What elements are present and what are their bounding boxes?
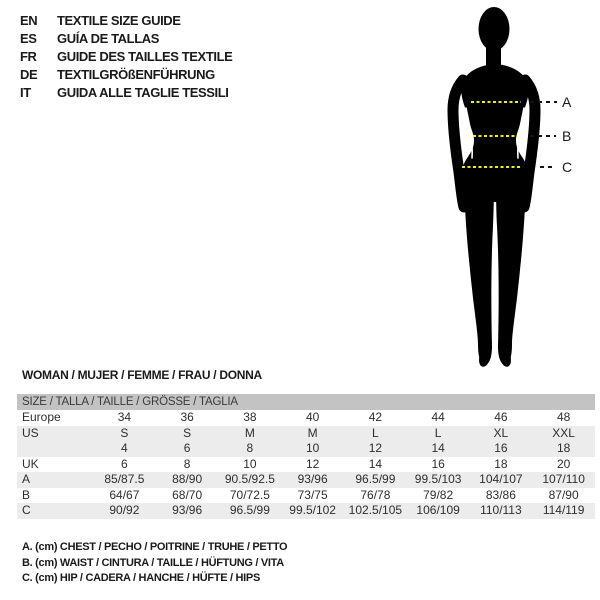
- language-title: GUIDA ALLE TAGLIE TESSILI: [57, 85, 229, 100]
- language-list: [20, 12, 232, 102]
- table-row: [17, 503, 595, 519]
- language-row: [20, 30, 232, 48]
- language-code: EN: [20, 13, 38, 28]
- marker-label-a: A: [562, 94, 572, 110]
- size-cell: 64/67: [109, 487, 140, 502]
- size-table-header: SIZE / TALLA / TAILLE / GRÖSSE / TAGLIA: [17, 394, 595, 410]
- legend-line-waist: B. (cm) WAIST / CINTURA / TAILLE / HÜFTUNG / VITA: [22, 556, 284, 569]
- language-row: [20, 66, 232, 84]
- language-code: IT: [20, 85, 31, 100]
- left-arm: [453, 80, 464, 207]
- size-cell: L: [372, 425, 379, 440]
- size-cell: XXL: [552, 425, 575, 440]
- size-cell: 68/70: [172, 487, 203, 502]
- size-cell: 96.5/99: [355, 472, 396, 486]
- row-label: B: [22, 487, 31, 502]
- size-cell: 14: [431, 441, 445, 455]
- size-cell: 99.5/102: [289, 503, 336, 517]
- size-cell: 14: [368, 456, 383, 471]
- size-cell: 76/78: [360, 487, 391, 502]
- size-cell: 90.5/92.5: [224, 472, 275, 486]
- size-cell: 107/110: [542, 472, 585, 486]
- woman-figure: [431, 6, 555, 368]
- size-cell: 88/90: [172, 472, 203, 486]
- language-row: [20, 84, 232, 102]
- size-cell: 42: [368, 410, 383, 424]
- measurement-legend: [22, 540, 287, 587]
- size-cell: 73/75: [297, 487, 328, 502]
- waist-pointer-dash: [530, 135, 556, 137]
- size-cell: 6: [183, 441, 191, 455]
- table-row: [17, 457, 595, 473]
- size-cell: M: [307, 425, 318, 440]
- size-cell: 8: [246, 441, 254, 455]
- legend-line-chest: A. (cm) CHEST / PECHO / POITRINE / TRUHE / PETTO: [22, 541, 288, 553]
- chest-measure-dash: [471, 101, 521, 103]
- size-cell: 85/87.5: [104, 472, 145, 486]
- size-cell: 34: [117, 410, 132, 424]
- size-cell: 104/107: [479, 472, 523, 486]
- row-label: [17, 441, 93, 457]
- size-table-body: [17, 410, 595, 519]
- language-title: GUIDE DES TAILLES TEXTILE: [57, 49, 233, 64]
- hip-pointer-dash: [540, 166, 556, 168]
- table-row: [17, 410, 595, 426]
- table-row: [17, 488, 595, 504]
- size-cell: 114/119: [542, 503, 585, 517]
- marker-label-b: B: [562, 128, 572, 144]
- size-cell: 8: [183, 456, 191, 471]
- size-cell: 90/92: [109, 503, 140, 517]
- size-cell: 10: [243, 456, 257, 471]
- neck: [486, 42, 501, 68]
- table-title: WOMAN / MUJER / FEMME / FRAU / DONNA: [22, 368, 262, 382]
- size-cell: 46: [494, 410, 508, 424]
- language-code: ES: [20, 31, 37, 46]
- size-cell: 12: [305, 456, 320, 471]
- chest-pointer-dash: [530, 101, 557, 103]
- size-cell: 93/96: [297, 472, 328, 486]
- size-cell: 16: [431, 456, 445, 471]
- language-row: [20, 12, 232, 30]
- row-label: A: [22, 472, 31, 486]
- size-table: [17, 394, 595, 519]
- size-cell: 48: [556, 410, 571, 424]
- legend-line-hip: C. (cm) HIP / CADERA / HANCHE / HÜFTE / HIPS: [22, 572, 260, 584]
- size-cell: 18: [494, 456, 508, 471]
- language-title: TEXTILE SIZE GUIDE: [57, 13, 181, 28]
- size-cell: 79/82: [423, 487, 454, 502]
- size-cell: 36: [180, 410, 194, 424]
- size-cell: 102.5/105: [348, 503, 403, 517]
- language-title: GUÍA DE TALLAS: [57, 31, 160, 46]
- waist-measure-dash: [473, 135, 517, 137]
- size-cell: 20: [556, 456, 571, 471]
- marker-label-c: C: [562, 159, 573, 175]
- size-cell: S: [183, 425, 192, 440]
- woman-silhouette-icon: [431, 6, 555, 368]
- size-cell: 70/72.5: [229, 487, 270, 502]
- language-title: TEXTILGRÖßENFÜHRUNG: [57, 67, 215, 82]
- size-cell: 4: [121, 441, 128, 455]
- size-cell: 83/86: [485, 487, 516, 502]
- size-cell: 44: [431, 410, 445, 424]
- size-cell: 87/90: [548, 487, 579, 502]
- table-row: [17, 441, 595, 457]
- size-cell: 93/96: [172, 503, 203, 517]
- size-cell: L: [434, 425, 442, 440]
- size-cell: XL: [493, 425, 509, 440]
- size-cell: 12: [368, 441, 383, 455]
- language-row: [20, 48, 232, 66]
- size-cell: S: [120, 425, 129, 440]
- hip-measure-dash: [462, 166, 522, 168]
- size-cell: 106/109: [416, 503, 460, 517]
- size-cell: 96.5/99: [229, 503, 270, 517]
- size-cell: 40: [305, 410, 320, 424]
- table-row: [17, 426, 595, 442]
- size-cell: 99.5/103: [414, 472, 462, 486]
- size-cell: 16: [494, 441, 508, 455]
- language-code: FR: [20, 49, 37, 64]
- size-cell: 38: [243, 410, 257, 424]
- size-cell: 10: [305, 441, 320, 455]
- language-code: DE: [20, 67, 38, 82]
- row-label: Europe: [22, 410, 61, 424]
- size-cell: 18: [556, 441, 571, 455]
- size-cell: 110/113: [480, 503, 522, 517]
- size-cell: 6: [121, 456, 128, 471]
- row-label: C: [22, 503, 31, 517]
- size-cell: M: [244, 425, 255, 440]
- row-label: US: [22, 425, 39, 440]
- row-label: UK: [22, 456, 39, 471]
- table-row: [17, 472, 595, 488]
